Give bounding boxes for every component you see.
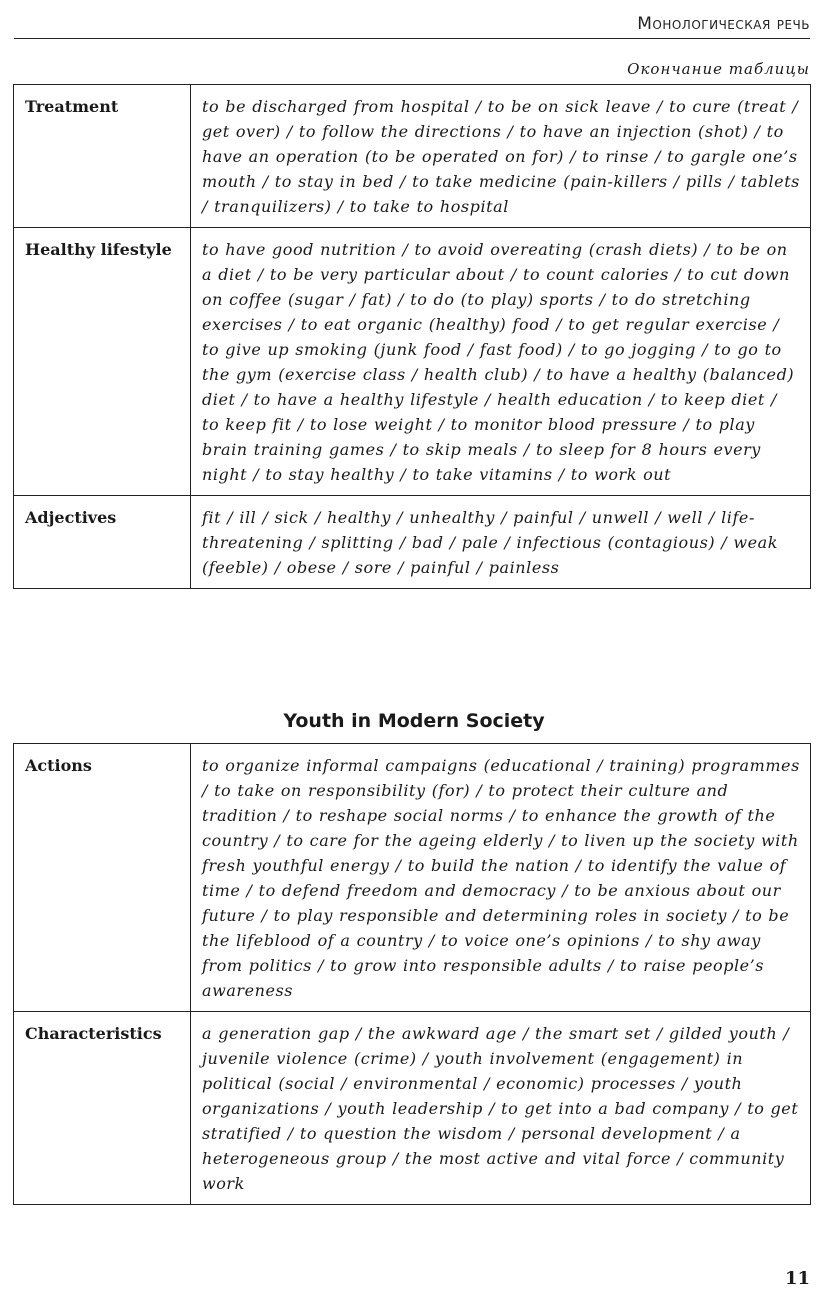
term-cell: Treatment — [14, 85, 191, 228]
definition-cell: to organize informal campaigns (educational / training) programmes / to take on responsibility (for) / to protect their culture and tradition / to reshape social norms / to enhance the growth of the country / to care for the ageing elderly / to liven up the society with fresh youthful energy / to build the nation / to identify the value of time / to defend freedom and democracy / to be anxious about our future / to play responsible and determining roles in society / to be the lifeblood of a country / to voice one’s opinions / to shy away from politics / to grow into responsible adults / to raise people’s awareness — [191, 744, 811, 1012]
table-row — [14, 1012, 811, 1205]
running-header — [14, 10, 810, 39]
definition-cell: to be discharged from hospital / to be on sick leave / to cure (treat / get over) / to follow the directions / to have an injection (shot) / to have an operation (to be operated on for) / to rinse / to gargle one’s mouth / to stay in bed / to take medicine (pain-killers / pills / tablets / tranquilizers) / to take to hospital — [191, 85, 811, 228]
term-cell: Actions — [14, 744, 191, 1012]
running-header-title: Монологическая речь — [637, 14, 810, 34]
table-row — [14, 228, 811, 496]
term-cell: Adjectives — [14, 496, 191, 589]
table-continuation-note: Окончание таблицы — [627, 60, 810, 78]
definition-cell: to have good nutrition / to avoid overeating (crash diets) / to be on a diet / to be very particular about / to count calories / to cut down on coffee (sugar / fat) / to do (to play) sports / to do stretching exercises / to eat organic (healthy) food / to get regular exercise / to give up smoking (junk food / fast food) / to go jogging / to go to the gym (exercise class / health club) / to have a healthy (balanced) diet / to have a healthy lifestyle / health education / to keep diet / to keep fit / to lose weight / to monitor blood pressure / to play brain training games / to skip meals / to sleep for 8 hours every night / to stay healthy / to take vitamins / to work out — [191, 228, 811, 496]
term-cell: Characteristics — [14, 1012, 191, 1205]
definition-cell: fit / ill / sick / healthy / unhealthy / painful / unwell / well / life-threatening / splitting / bad / pale / infectious (contagious) / weak (feeble) / obese / sore / painful / painless — [191, 496, 811, 589]
youth-vocabulary-table — [13, 743, 811, 1205]
page-number: 11 — [784, 1268, 810, 1289]
term-cell: Healthy lifestyle — [14, 228, 191, 496]
table-row — [14, 744, 811, 1012]
table-row — [14, 85, 811, 228]
health-vocabulary-table — [13, 84, 811, 589]
table-row — [14, 496, 811, 589]
section-title: Youth in Modern Society — [283, 710, 545, 732]
definition-cell: a generation gap / the awkward age / the smart set / gilded youth / juvenile violence (crime) / youth involvement (engagement) in political (social / environmental / economic) processes / youth organizations / youth leadership / to get into a bad company / to get stratified / to question the wisdom / personal development / a heterogeneous group / the most active and vital force / community work — [191, 1012, 811, 1205]
